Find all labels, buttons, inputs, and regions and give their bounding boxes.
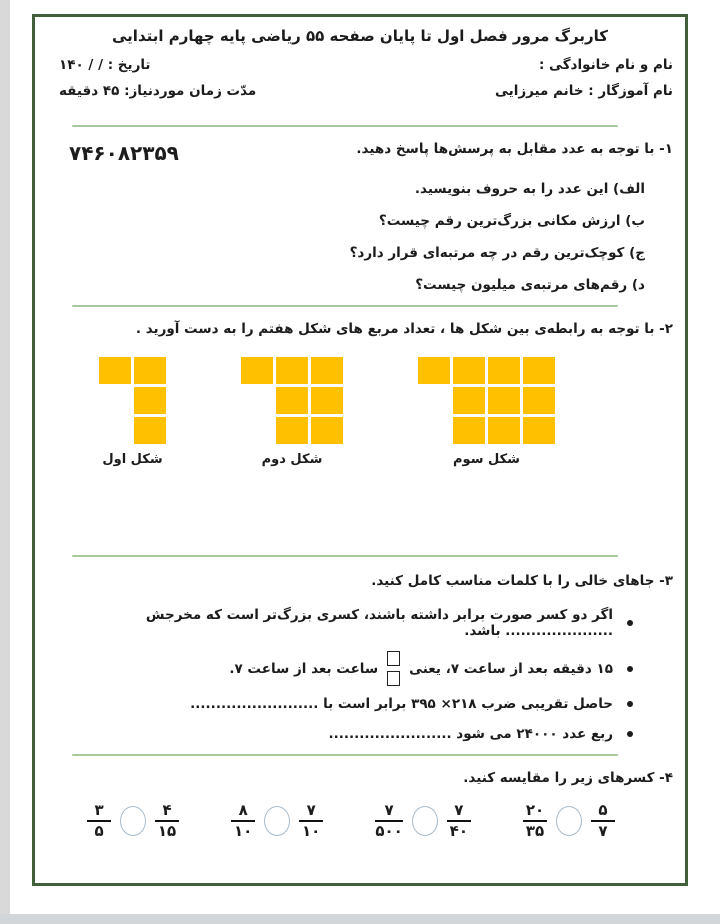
fraction xyxy=(591,802,615,841)
fraction-denominator: ۱۰ xyxy=(234,822,253,841)
fraction-comparison-3 xyxy=(231,802,323,841)
blank-fraction-boxes xyxy=(387,651,400,686)
comparison-circle xyxy=(412,806,438,836)
fraction-denominator: ۱۰ xyxy=(302,822,321,841)
pattern-square xyxy=(523,417,555,444)
fraction xyxy=(375,802,402,841)
fill-blank-text: اگر دو کسر صورت برابر داشته باشند، کسری بزرگ‌تر است که مخرجش ..................... باشد. xyxy=(145,607,613,639)
header-row-2 xyxy=(47,83,673,99)
pattern-empty-cell xyxy=(241,417,273,444)
shape-figure-2 xyxy=(241,357,343,467)
pattern-square xyxy=(418,357,450,384)
pattern-square xyxy=(134,417,166,444)
section-separator xyxy=(72,555,618,557)
section-separator xyxy=(72,754,618,756)
fraction xyxy=(231,802,255,841)
pattern-empty-cell xyxy=(418,417,450,444)
shape-label-1: شکل اول xyxy=(102,452,163,467)
fraction-numerator: ۴ xyxy=(162,801,172,819)
student-name-label: نام و نام خانوادگی : xyxy=(538,57,673,73)
question-1-item-b: ب) ارزش مکانی بزرگ‌ترین رقم چیست؟ xyxy=(378,213,645,229)
pattern-square xyxy=(276,357,308,384)
duration-label: مدّت زمان موردنیاز: ۴۵ دقیقه xyxy=(59,83,257,99)
pattern-square xyxy=(134,387,166,414)
shape-figure-3 xyxy=(418,357,555,467)
fraction xyxy=(447,802,471,841)
comparison-circle xyxy=(120,806,146,836)
pattern-square xyxy=(276,387,308,414)
fill-blank-text: حاصل تقریبی ضرب ۲۱۸× ۳۹۵ برابر است با ......................... xyxy=(190,696,613,712)
fraction-denominator: ۳۵ xyxy=(525,822,545,841)
section-separator xyxy=(72,125,618,127)
fill-blank-item-4 xyxy=(47,726,673,742)
worksheet-title: کاربرگ مرور فصل اول تا پایان صفحه ۵۵ ریاضی پایه چهارم ابتدایی xyxy=(112,27,608,45)
scan-edge-left xyxy=(0,0,10,914)
bullet-dot-icon xyxy=(627,731,633,737)
question-3-heading: ۳- جاهای خالی را با کلمات مناسب کامل کنید. xyxy=(371,573,673,589)
fraction-comparison-4 xyxy=(87,802,179,841)
pattern-square xyxy=(311,417,343,444)
blank-denominator-box xyxy=(387,671,400,686)
fraction-numerator: ۲۰ xyxy=(525,801,545,819)
comparison-circle xyxy=(264,806,290,836)
fraction xyxy=(87,802,111,841)
pattern-square xyxy=(453,417,485,444)
pattern-square xyxy=(453,357,485,384)
fraction-denominator: ۷ xyxy=(598,822,608,841)
header-row-1 xyxy=(47,57,673,73)
fill-blank-text-after: ساعت بعد از ساعت ۷. xyxy=(229,660,379,677)
fraction-denominator: ۵۰۰ xyxy=(375,822,403,841)
question-1-number: ۷۴۶۰۸۲۳۵۹ xyxy=(69,141,179,165)
fraction-comparison-2 xyxy=(375,802,470,841)
teacher-name-label: نام آموزگار : خانم میرزایی xyxy=(495,83,673,99)
fraction-denominator: ۵ xyxy=(94,822,104,841)
pattern-empty-cell xyxy=(241,387,273,414)
fraction-numerator: ۸ xyxy=(238,801,248,819)
pattern-empty-cell xyxy=(418,387,450,414)
pattern-shapes-row xyxy=(47,357,673,467)
pattern-square xyxy=(488,357,520,384)
shape-label-3: شکل سوم xyxy=(453,452,520,467)
fill-blank-text: ربع عدد ۲۴۰۰۰ می شود ........................ xyxy=(328,726,613,742)
question-1-heading: ۱- با توجه به عدد مقابل به پرسش‌ها پاسخ دهید. xyxy=(356,141,673,157)
pattern-square xyxy=(523,387,555,414)
fraction xyxy=(523,802,547,841)
shape-figure-1 xyxy=(99,357,166,467)
fraction-numerator: ۷ xyxy=(306,801,316,819)
fraction-comparison-1 xyxy=(523,802,615,841)
fraction-comparisons-row xyxy=(47,802,673,841)
date-label: تاریخ : / / ۱۴۰ xyxy=(59,57,151,73)
question-1-item-a: الف) این عدد را به حروف بنویسید. xyxy=(414,181,645,197)
section-separator xyxy=(72,305,618,307)
fill-blank-item-3 xyxy=(47,696,673,712)
pattern-square xyxy=(311,357,343,384)
fraction-numerator: ۷ xyxy=(384,801,394,819)
blank-numerator-box xyxy=(387,651,400,666)
shape-grid-1 xyxy=(99,357,166,444)
question-4-heading: ۴- کسرهای زیر را مقایسه کنید. xyxy=(463,770,673,786)
pattern-square xyxy=(134,357,166,384)
pattern-square xyxy=(488,417,520,444)
pattern-empty-cell xyxy=(99,387,131,414)
question-1-header-row xyxy=(47,141,673,165)
shape-grid-2 xyxy=(241,357,343,444)
question-1-item-d: د) رقم‌های مرتبه‌ی میلیون چیست؟ xyxy=(415,277,645,293)
fraction-denominator: ۱۵ xyxy=(157,822,177,841)
pattern-square xyxy=(99,357,131,384)
bullet-dot-icon xyxy=(627,666,633,672)
question-2-heading: ۲- با توجه به رابطه‌ی بین شکل ها ، تعداد مربع های شکل هفتم را به دست آورید . xyxy=(135,321,673,337)
pattern-square xyxy=(311,387,343,414)
fill-blank-text-before: ۱۵ دقیقه بعد از ساعت ۷، یعنی xyxy=(409,660,613,677)
fraction xyxy=(155,802,179,841)
scan-edge-bottom xyxy=(0,914,720,924)
pattern-square xyxy=(241,357,273,384)
pattern-square xyxy=(523,357,555,384)
shape-grid-3 xyxy=(418,357,555,444)
fraction-numerator: ۵ xyxy=(598,801,608,819)
question-1-item-c: ج) کوچک‌ترین رقم در چه مرتبه‌ای قرار دارد؟ xyxy=(349,245,645,261)
fill-blank-item-1 xyxy=(47,607,673,639)
comparison-circle xyxy=(556,806,582,836)
bullet-dot-icon xyxy=(627,701,633,707)
fraction-numerator: ۷ xyxy=(454,801,464,819)
pattern-square xyxy=(488,387,520,414)
bullet-dot-icon xyxy=(627,620,633,626)
fraction-numerator: ۳ xyxy=(94,801,104,819)
pattern-square xyxy=(453,387,485,414)
shape-label-2: شکل دوم xyxy=(261,452,323,467)
fraction xyxy=(299,802,323,841)
pattern-empty-cell xyxy=(99,417,131,444)
worksheet-frame xyxy=(32,14,688,886)
fraction-denominator: ۴۰ xyxy=(449,822,468,841)
pattern-square xyxy=(276,417,308,444)
fill-blank-item-2 xyxy=(47,651,673,686)
